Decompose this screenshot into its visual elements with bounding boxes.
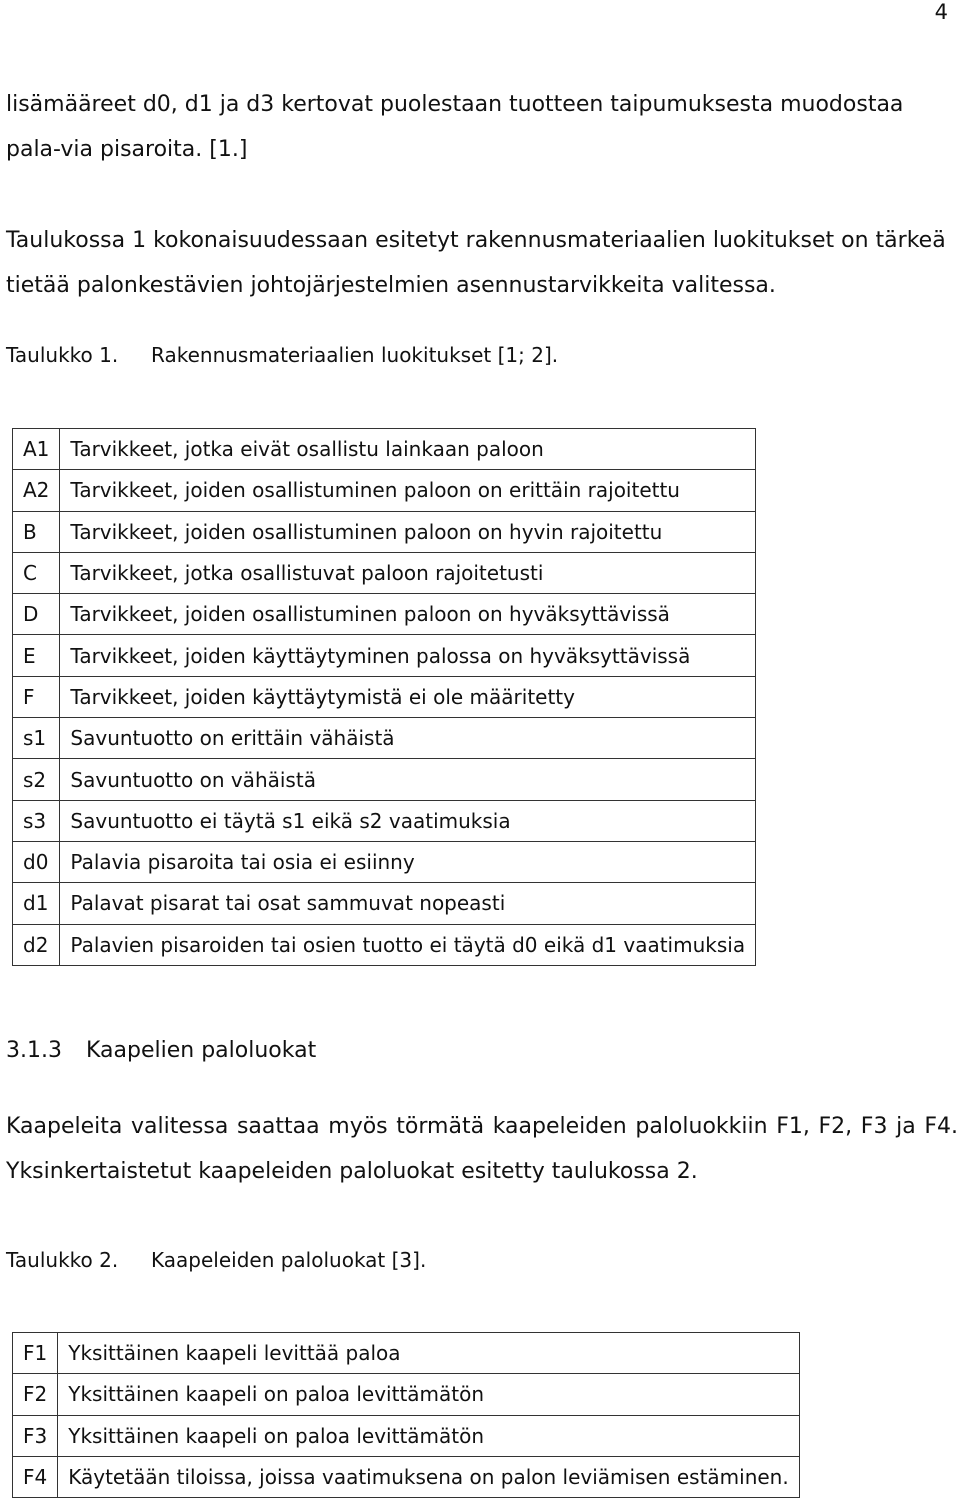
class-code-cell: F (13, 676, 60, 717)
class-description-cell: Yksittäinen kaapeli levittää paloa (58, 1333, 799, 1374)
table2-caption (6, 1248, 426, 1272)
table-row (13, 1333, 800, 1374)
table-row (13, 759, 756, 800)
class-code-cell: d1 (13, 883, 60, 924)
class-code-cell: B (13, 511, 60, 552)
table-row (13, 511, 756, 552)
table-row (13, 1374, 800, 1415)
table-row (13, 718, 756, 759)
section-heading-title: Kaapelien paloluokat (86, 1038, 317, 1063)
class-code-cell: d0 (13, 841, 60, 882)
class-code-cell: F4 (13, 1456, 58, 1497)
class-code-cell: s3 (13, 800, 60, 841)
table2-caption-text: Kaapeleiden paloluokat [3]. (151, 1248, 427, 1272)
class-code-cell: s2 (13, 759, 60, 800)
table-row (13, 635, 756, 676)
table-row (13, 1415, 800, 1456)
class-description-cell: Yksittäinen kaapeli on paloa levittämätön (58, 1374, 799, 1415)
class-code-cell: C (13, 552, 60, 593)
table2-caption-number: Taulukko 2. (6, 1248, 119, 1272)
table1-caption-text: Rakennusmateriaalien luokitukset [1; 2]. (151, 343, 559, 367)
class-code-cell: F2 (13, 1374, 58, 1415)
table-row (13, 924, 756, 965)
table-row (13, 883, 756, 924)
class-description-cell: Tarvikkeet, joiden käyttäytyminen palossa on hyväksyttävissä (60, 635, 756, 676)
class-code-cell: F1 (13, 1333, 58, 1374)
class-code-cell: A1 (13, 429, 60, 470)
class-description-cell: Savuntuotto on erittäin vähäistä (60, 718, 756, 759)
table1-caption (6, 343, 558, 367)
cable-fire-class-table-body (13, 1333, 800, 1498)
table-row (13, 676, 756, 717)
class-description-cell: Savuntuotto ei täytä s1 eikä s2 vaatimuksia (60, 800, 756, 841)
class-code-cell: d2 (13, 924, 60, 965)
class-description-cell: Tarvikkeet, jotka osallistuvat paloon rajoitetusti (60, 552, 756, 593)
class-code-cell: F3 (13, 1415, 58, 1456)
section-heading-number: 3.1.3 (6, 1038, 62, 1063)
class-code-cell: E (13, 635, 60, 676)
class-description-cell: Tarvikkeet, joiden osallistuminen paloon on erittäin rajoitettu (60, 470, 756, 511)
paragraph-table1-intro: Taulukossa 1 kokonaisuudessaan esitetyt rakennusmateriaalien luokitukset on tärkeä tietää palonkestävien johtojärjestelmien asennustarvikkeita valitessa. (6, 228, 946, 298)
class-description-cell: Käytetään tiloissa, joissa vaatimuksena on palon leviämisen estäminen. (58, 1456, 799, 1497)
class-description-cell: Tarvikkeet, joiden osallistuminen paloon on hyväksyttävissä (60, 594, 756, 635)
table-row (13, 552, 756, 593)
class-code-cell: s1 (13, 718, 60, 759)
class-description-cell: Palavat pisarat tai osat sammuvat nopeasti (60, 883, 756, 924)
table-row (13, 1456, 800, 1497)
table-row (13, 594, 756, 635)
table-row (13, 470, 756, 511)
table-row (13, 800, 756, 841)
class-description-cell: Palavia pisaroita tai osia ei esiinny (60, 841, 756, 882)
table-row (13, 429, 756, 470)
class-description-cell: Palavien pisaroiden tai osien tuotto ei täytä d0 eikä d1 vaatimuksia (60, 924, 756, 965)
class-description-cell: Tarvikkeet, jotka eivät osallistu lainkaan paloon (60, 429, 756, 470)
table-row (13, 841, 756, 882)
section-heading (6, 1038, 316, 1063)
material-classification-table-body (13, 429, 756, 966)
class-description-cell: Yksittäinen kaapeli on paloa levittämätön (58, 1415, 799, 1456)
class-description-cell: Tarvikkeet, joiden käyttäytymistä ei ole määritetty (60, 676, 756, 717)
cable-fire-class-table (12, 1332, 800, 1498)
class-description-cell: Tarvikkeet, joiden osallistuminen paloon on hyvin rajoitettu (60, 511, 756, 552)
material-classification-table (12, 428, 756, 966)
class-description-cell: Savuntuotto on vähäistä (60, 759, 756, 800)
table1-caption-number: Taulukko 1. (6, 343, 119, 367)
page-number: 4 (934, 0, 948, 24)
class-code-cell: A2 (13, 470, 60, 511)
class-code-cell: D (13, 594, 60, 635)
cable-classes-paragraph: Kaapeleita valitessa saattaa myös törmätä kaapeleiden paloluokkiin F1, F2, F3 ja F4. Yksinkertaistetut kaapeleiden paloluokat esitetty taulukossa 2. (6, 1114, 958, 1184)
intro-paragraph: lisämääreet d0, d1 ja d3 kertovat puolestaan tuotteen taipumuksesta muodostaa pala-via pisaroita. [1.] (6, 92, 904, 162)
